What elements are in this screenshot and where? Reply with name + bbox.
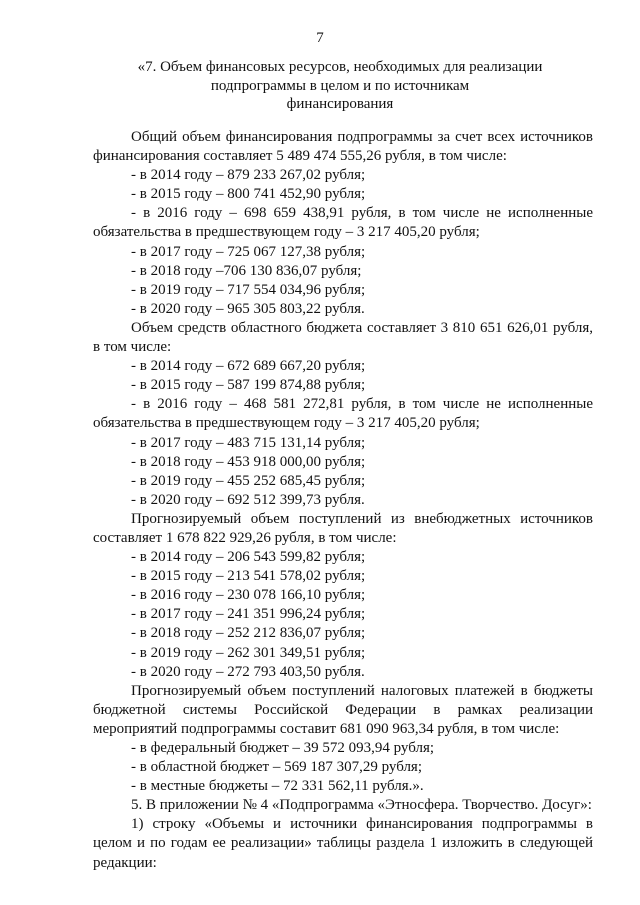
list-item: - в 2019 году – 262 301 349,51 рубля; bbox=[131, 644, 366, 661]
list-item: - в 2015 году – 587 199 874,88 рубля; bbox=[131, 377, 366, 394]
total-financing-paragraph: Общий объем финансирования подпрограммы за счет всех источников финансирования составляет 5 489 474 555,26 рубля, в том числе: bbox=[93, 129, 593, 165]
heading-line: подпрограммы в целом и по источникам bbox=[210, 77, 470, 94]
tax-payments-paragraph: Прогнозируемый объем поступлений налоговых платежей в бюджеты бюджетной системы Российской Федерации в рамках реализации мероприятий подпрограммы составит 681 090 963,34 рубля, в том числе: bbox=[93, 682, 593, 737]
list-item: - в 2018 году –706 130 836,07 рубля; bbox=[131, 262, 362, 279]
list-item: - в 2016 году – 468 581 272,81 рубля, в том числе не исполненные обязательства в предшествующем году – 3 217 405,20 рубля; bbox=[93, 396, 593, 432]
section-heading bbox=[60, 58, 620, 114]
list-item: - в 2020 году – 965 305 803,22 рубля. bbox=[131, 300, 365, 317]
list-item: - в 2016 году – 698 659 438,91 рубля, в том числе не исполненные обязательства в предшествующем году – 3 217 405,20 рубля; bbox=[93, 205, 593, 241]
list-item: - в 2020 году – 272 793 403,50 рубля. bbox=[131, 663, 365, 680]
list-item: - в областной бюджет – 569 187 307,29 рубля; bbox=[131, 759, 422, 776]
heading-line: «7. Объем финансовых ресурсов, необходимых для реализации bbox=[137, 59, 543, 75]
section-5-1-paragraph: 1) строку «Объемы и источники финансирования подпрограммы в целом и по годам ее реализации» таблицы раздела 1 изложить в следующей редакции: bbox=[93, 816, 593, 871]
extrabudget-paragraph: Прогнозируемый объем поступлений из внебюджетных источников составляет 1 678 822 929,26 рубля, в том числе: bbox=[93, 510, 593, 546]
list-item: - в 2014 году – 206 543 599,82 рубля; bbox=[131, 549, 366, 566]
list-item: - в местные бюджеты – 72 331 562,11 рубля.». bbox=[131, 778, 424, 795]
list-item: - в 2020 году – 692 512 399,73 рубля. bbox=[131, 491, 365, 508]
list-item: - в 2014 году – 879 233 267,02 рубля; bbox=[131, 167, 366, 184]
page-number: 7 bbox=[316, 30, 324, 46]
regional-budget-paragraph: Объем средств областного бюджета составляет 3 810 651 626,01 рубля, в том числе: bbox=[93, 319, 593, 356]
list-item: - в 2015 году – 213 541 578,02 рубля; bbox=[131, 568, 366, 585]
list-item: - в 2015 году – 800 741 452,90 рубля; bbox=[131, 186, 366, 203]
list-item: - в федеральный бюджет – 39 572 093,94 рубля; bbox=[131, 740, 435, 756]
document-body bbox=[93, 128, 593, 873]
list-item: - в 2017 году – 725 067 127,38 рубля; bbox=[131, 243, 366, 260]
list-item: - в 2016 году – 230 078 166,10 рубля; bbox=[131, 587, 366, 604]
list-item: - в 2014 году – 672 689 667,20 рубля; bbox=[131, 358, 366, 375]
list-item: - в 2017 году – 483 715 131,14 рубля; bbox=[131, 434, 366, 451]
section-5-paragraph: 5. В приложении № 4 «Подпрограмма «Этносфера. Творчество. Досуг»: bbox=[131, 797, 592, 814]
heading-line: финансирования bbox=[286, 96, 394, 113]
list-item: - в 2019 году – 455 252 685,45 рубля; bbox=[131, 472, 366, 489]
list-item: - в 2019 году – 717 554 034,96 рубля; bbox=[131, 281, 366, 298]
list-item: - в 2018 году – 252 212 836,07 рубля; bbox=[131, 625, 366, 642]
list-item: - в 2018 году – 453 918 000,00 рубля; bbox=[131, 453, 366, 470]
list-item: - в 2017 году – 241 351 996,24 рубля; bbox=[131, 606, 366, 623]
